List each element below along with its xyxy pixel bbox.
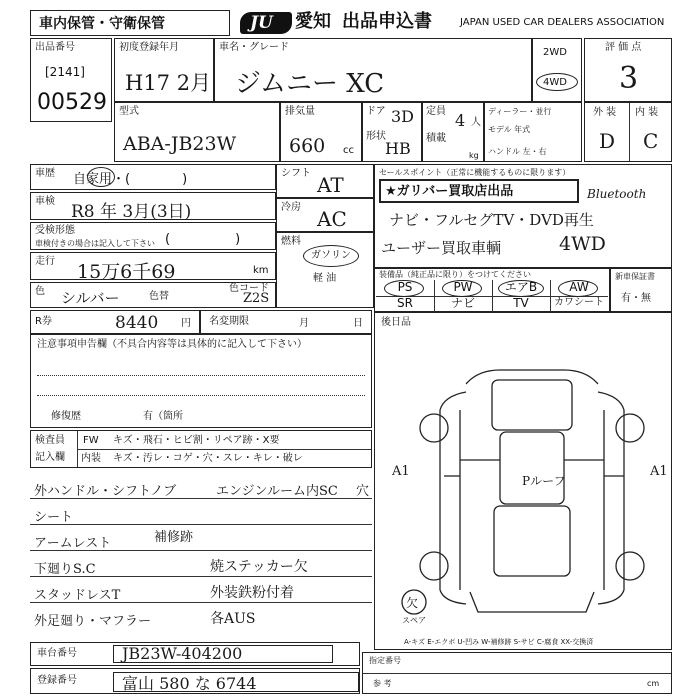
new-car-box [610, 268, 672, 312]
remark-5-left: スタッドレスT [34, 588, 121, 603]
plate-box [30, 668, 360, 694]
diagram-right-mark: A1 [650, 464, 668, 479]
shape-value: HB [385, 139, 411, 158]
handle-label: ハンドル 左・右 [488, 147, 547, 156]
chassis-label: 車台番号 [37, 648, 77, 659]
recycle-box [30, 310, 200, 334]
aircon-value: AC [317, 207, 347, 231]
remark-2-left: シート [34, 510, 74, 525]
airbag-circle [498, 280, 544, 297]
car-name-label: 車名・グレード [219, 42, 289, 53]
remarks-area [30, 470, 372, 630]
footer-reference: 参 考 [373, 679, 392, 688]
lot-number-label: 出品番号 [35, 42, 75, 53]
damage-legend: A-キズ E-エクボ U-凹み W-補修跡 S-サビ C-腐食 XX-交換済 [404, 638, 594, 646]
remark-6-left: 外足廻り・マフラー [34, 614, 152, 629]
name-change-label: 名変期限 [209, 316, 249, 327]
inspection-value: R8 年 3月(3日) [71, 202, 192, 222]
sales-title-box [379, 179, 579, 203]
model-year-label: モデル 年式 [488, 125, 531, 134]
mileage-value: 15万6千69 [77, 261, 176, 283]
car-name-box [214, 38, 532, 102]
diagram-spare-label: スペア [402, 616, 426, 625]
remark-6-right: 各AUS [210, 611, 256, 627]
car-name-value: ジムニー XC [235, 69, 385, 99]
storage-stamp [30, 10, 230, 36]
diagram-front-outline [466, 370, 598, 384]
dealer-box [484, 102, 582, 162]
color-change-label: 色替 [149, 291, 169, 302]
exterior-interior-box [584, 102, 672, 162]
equip-sr: SR [397, 296, 413, 310]
sales-line1: ナビ・フルセグTV・DVD再生 [389, 211, 594, 229]
footer-reference-box [362, 652, 672, 694]
fuel-label: 燃料 [281, 236, 301, 247]
equip-leather: カワシート [554, 297, 604, 308]
doors-value: 3D [391, 107, 415, 126]
capacity-value: 4 [455, 111, 466, 130]
inspector-row2-head: 内装 [81, 453, 101, 464]
shape-label: 形状 [366, 131, 386, 142]
diagram-wheel-fr [616, 414, 644, 442]
inspector-row1: キズ・飛石・ヒビ割・リペア跡・X要 [113, 435, 280, 446]
footer-designated: 指定番号 [369, 656, 401, 665]
color-value: シルバー [61, 289, 120, 307]
history-label: 車歴 [35, 168, 55, 179]
name-change-month: 月 [299, 318, 309, 329]
history-box [30, 164, 276, 190]
remark-5-right: 外装鉄粉付着 [210, 585, 294, 601]
ps-circle [384, 280, 424, 297]
history-value: 自家用・( ) [73, 172, 188, 187]
remark-4-right: 焼ステッカー欠 [210, 559, 308, 575]
doors-box [362, 102, 422, 162]
sales-line2: ユーザー買取車輌 [381, 239, 502, 257]
equip-airbag: エアB [504, 280, 538, 294]
repair-value: 有（箇所 [143, 411, 183, 422]
equip-tv: TV [513, 296, 529, 310]
color-code-label: 色コード [229, 283, 269, 294]
mileage-unit: km [253, 265, 269, 276]
equip-aw: AW [569, 280, 589, 294]
displacement-value: 660 [289, 135, 326, 157]
model-label: 型式 [119, 106, 139, 117]
diagram-rear-body [494, 506, 570, 576]
inspector-label-1: 検査員 [35, 435, 65, 446]
exterior-label: 外 装 [593, 107, 617, 118]
car-diagram [374, 340, 672, 660]
registration-label: 初度登録年月 [119, 42, 179, 53]
inspector-box [30, 430, 372, 468]
plate-value: 富山 580 な 6744 [122, 674, 257, 693]
rear-seat-label: 後日品 [381, 317, 411, 328]
equip-navi: ナビ [450, 296, 475, 310]
remark-3-right: 補修跡 [154, 530, 194, 545]
diagram-wheel-fl [420, 414, 448, 442]
sales-point-label: セールスポイント（正常に機能するものに限ります） [379, 168, 571, 177]
diagram-roof-mark: Pルーフ [522, 474, 566, 488]
delivery-hint: 車検付きの場合は記入して下さい [35, 239, 155, 248]
footer-cm: cm [647, 679, 660, 688]
doors-label: ドア [366, 106, 386, 117]
ju-logo-mark: JU [250, 13, 273, 33]
diagram-spare-mark: 欠 [406, 596, 419, 610]
interior-label: 内 装 [635, 107, 659, 118]
inspector-row1-head: FW [83, 435, 99, 446]
recycle-value: 8440 [115, 313, 159, 333]
region-name: 愛知 [295, 11, 331, 32]
shift-label: シフト [281, 168, 311, 179]
diagram-right-side [598, 392, 624, 604]
drive-2wd: 2WD [543, 47, 567, 58]
interior-value: C [643, 129, 659, 153]
remark-1-extra: 穴 [356, 484, 370, 499]
new-car-value: 有・無 [621, 293, 651, 304]
chassis-box [30, 642, 360, 666]
diagram-wheel-rl [420, 552, 448, 580]
diagram-hood [492, 380, 572, 430]
delivery-box [30, 222, 276, 250]
rating-label: 評 価 点 [605, 42, 642, 53]
inspection-box [30, 192, 276, 220]
lot-sub-number: [2141] [45, 65, 85, 79]
fuel-box [276, 232, 374, 308]
color-code-value: Z2S [243, 291, 270, 306]
equipment-label: 装備品（純正品に限り）をつけてください [379, 270, 531, 279]
drive-box [532, 38, 582, 102]
name-change-day: 日 [353, 318, 363, 329]
model-value: ABA-JB23W [123, 133, 237, 155]
exterior-value: D [599, 129, 616, 153]
load-unit: kg [469, 151, 479, 160]
sales-title: ★ガリバー買取店出品 [385, 184, 514, 199]
notes-box [30, 334, 372, 428]
remark-1-left: 外ハンドル・シフトノブ [34, 484, 177, 499]
diagram-rear-outline [470, 592, 594, 612]
shift-box [276, 164, 374, 198]
chassis-value-box [113, 645, 333, 663]
plate-label: 登録番号 [37, 675, 77, 686]
fuel-diesel: 軽 油 [313, 273, 337, 284]
capacity-unit: 人 [471, 117, 481, 128]
equip-pw: PW [453, 280, 473, 294]
diagram-left-side [440, 392, 466, 604]
aw-circle [558, 280, 598, 297]
name-change-box [200, 310, 372, 334]
pw-circle [442, 280, 482, 297]
model-box [114, 102, 280, 162]
displacement-label: 排気量 [285, 106, 315, 117]
diagram-left-mark: A1 [392, 464, 410, 479]
remark-4-left: 下廻りS.C [34, 562, 96, 577]
drive-4wd: 4WD [543, 77, 567, 88]
rating-value: 3 [619, 61, 639, 96]
remark-3-left: アームレスト [34, 536, 112, 551]
form-title: 出品申込書 [342, 11, 432, 32]
shift-value: AT [317, 173, 344, 197]
sales-point-box [374, 164, 672, 268]
diagram-roof [500, 432, 564, 504]
aircon-label: 冷房 [281, 202, 301, 213]
color-box [30, 282, 276, 308]
repair-label: 修復歴 [51, 411, 81, 422]
inspection-label: 車検 [35, 196, 55, 207]
association-name: JAPAN USED CAR DEALERS ASSOCIATION [460, 17, 665, 28]
displacement-unit: cc [343, 145, 354, 156]
delivery-label: 受検形態 [35, 225, 75, 236]
equip-ps: PS [397, 280, 413, 294]
plate-value-box [113, 672, 359, 692]
equipment-grid [376, 280, 608, 312]
registration-box [114, 38, 214, 102]
new-car-label: 新車保証書 [615, 272, 655, 281]
sales-line3: 4WD [559, 233, 606, 255]
color-label: 色 [35, 286, 45, 297]
notes-label: 注意事項申告欄（不具合内容等は具体的に記入して下さい） [37, 339, 307, 350]
recycle-label: R券 [35, 316, 52, 327]
lot-number-box [30, 38, 112, 122]
storage-stamp-text: 車内保管・守衛保管 [39, 16, 165, 32]
lot-number: 00529 [37, 90, 107, 115]
registration-value: H17 2月 [125, 71, 212, 95]
mileage-label: 走行 [35, 256, 55, 267]
remark-1-right: エンジンルーム内SC [216, 484, 338, 499]
ju-logo [240, 12, 292, 34]
diagram-wheel-rr [616, 552, 644, 580]
sales-bluetooth: Bluetooth [587, 187, 647, 201]
dealer-label: ディーラー・並行 [488, 107, 552, 116]
load-label: 積載 [426, 133, 446, 144]
mileage-box [30, 252, 276, 283]
chassis-value: JB23W-404200 [122, 644, 243, 663]
aircon-box [276, 198, 374, 232]
capacity-box [422, 102, 484, 162]
delivery-value: ( ) [165, 232, 241, 247]
displacement-box [280, 102, 362, 162]
inspector-label-2: 記入欄 [35, 452, 65, 463]
capacity-label: 定員 [426, 106, 446, 117]
inspector-row2: キズ・汚レ・コゲ・穴・スレ・キレ・破レ [113, 453, 303, 464]
recycle-unit: 円 [181, 318, 191, 329]
fuel-gasoline: ガソリン [311, 250, 351, 261]
rating-box [584, 38, 672, 102]
